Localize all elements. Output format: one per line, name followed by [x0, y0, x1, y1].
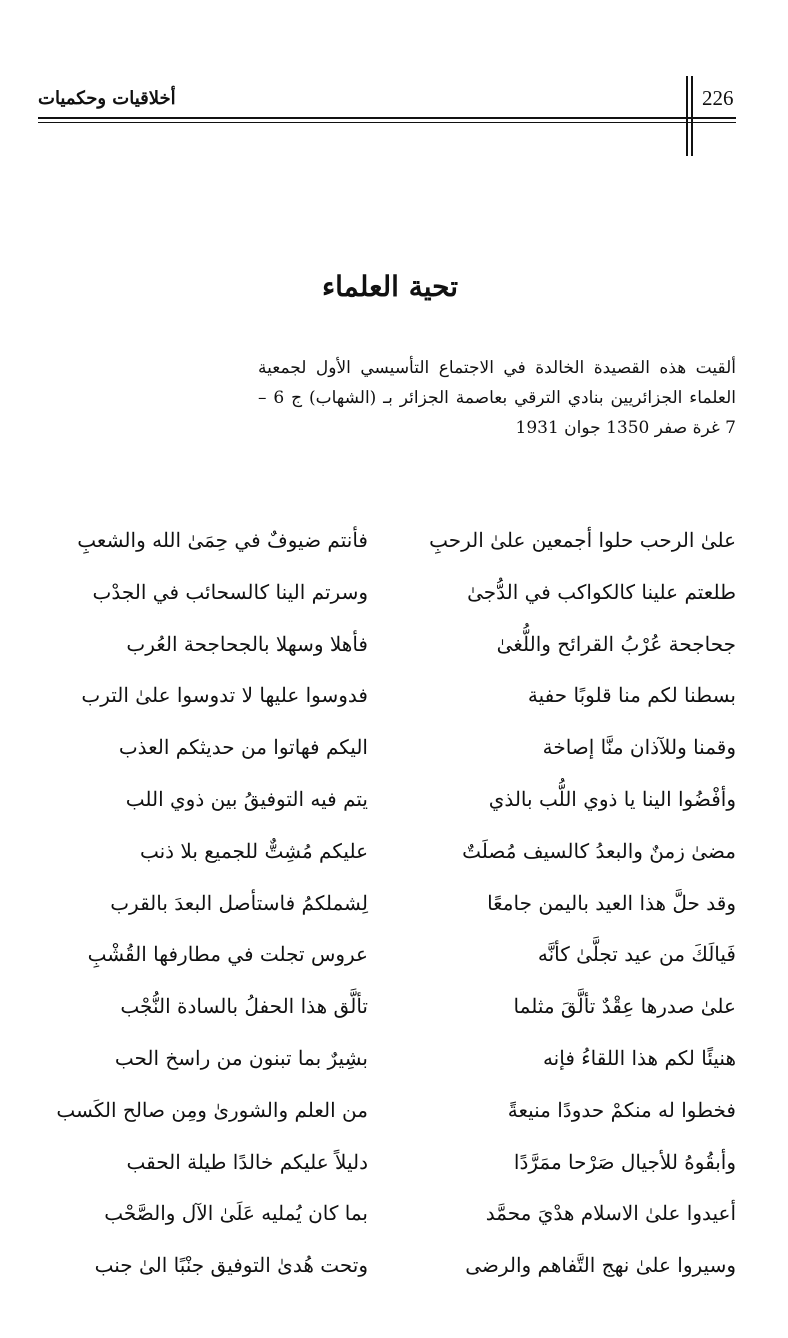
verse-line [0, 1038, 788, 1088]
verse-line [0, 624, 788, 674]
verse-second-hemistich: يتم فيه التوفيقُ بين ذوي اللب [125, 787, 368, 811]
verse-line [0, 831, 788, 881]
verse-second-hemistich: تألَّق هذا الحفلُ بالسادة النُّجْب [120, 994, 368, 1019]
verse-first-hemistich: وقد حلَّ هذا العيد باليمن جامعًا [487, 890, 736, 915]
poem-title: تحية العلماء [321, 270, 459, 303]
verse-second-hemistich: وتحت هُدىٰ التوفيق جنْبًا الىٰ جنب [94, 1253, 368, 1278]
verse-first-hemistich: فَيالَكَ من عيد تجلَّىٰ كأنَّه [537, 942, 736, 967]
verse-second-hemistich: لِشملكمُ فاستأصل البعدَ بالقرب [110, 890, 368, 915]
page-number: 226 [702, 86, 734, 110]
verse-second-hemistich: عليكم مُشِتٌّ للجميع بلا ذنب [139, 838, 368, 863]
verse-second-hemistich: عروس تجلت في مطارفها القُشْبِ [87, 942, 368, 967]
verse-first-hemistich: جحاجحة عُرْبُ القرائح واللُّغىٰ [496, 631, 736, 656]
verse-first-hemistich: مضىٰ زمنٌ والبعدُ كالسيف مُصلَتٌ [462, 838, 736, 863]
verse-line [0, 779, 788, 829]
verse-first-hemistich: وقمنا وللآذان منَّا إصاخة [542, 735, 736, 760]
verse-second-hemistich: وسرتم الينا كالسحائب في الجدْب [92, 579, 368, 604]
running-title: أخلاقيات وحكميات [38, 88, 176, 109]
header-rule-thin [38, 122, 736, 123]
verse-first-hemistich: وأبقُوهُ للأجيال صَرْحا ممَرَّدًا [513, 1149, 736, 1174]
verse-first-hemistich: بسطنا لكم منا قلوبًا حفية [527, 683, 736, 708]
verse-first-hemistich: أعيدوا علىٰ الاسلام هدْيَ محمَّد [485, 1201, 736, 1226]
verse-first-hemistich: فخطوا له منكمْ حدودًا منيعةً [507, 1097, 736, 1122]
header-vertical-bar [691, 76, 693, 156]
verse-first-hemistich: علىٰ الرحب حلوا أجمعين علىٰ الرحبِ [429, 528, 736, 552]
verse-first-hemistich: وسيروا علىٰ نهج التَّفاهم والرضى [465, 1253, 736, 1278]
verse-first-hemistich: طلعتم علينا كالكواكب في الدُّجىٰ [467, 579, 736, 604]
verse-line [0, 1245, 788, 1295]
verse-line [0, 1090, 788, 1140]
verse-line [0, 883, 788, 933]
verse-second-hemistich: دليلاً عليكم خالدًا طيلة الحقب [126, 1149, 368, 1174]
verse-line [0, 520, 788, 570]
verse-line [0, 1142, 788, 1192]
poem-intro [258, 353, 736, 443]
verse-line [0, 986, 788, 1036]
verse-first-hemistich: علىٰ صدرها عِقْدٌ تألَّقَ مثلما [513, 994, 736, 1019]
verse-line [0, 572, 788, 622]
verse-first-hemistich: وأفْضُوا الينا يا ذوي اللُّب بالذي [488, 787, 736, 811]
verse-line [0, 727, 788, 777]
verse-line [0, 934, 788, 984]
verse-second-hemistich: فدوسوا عليها لا تدوسوا علىٰ الترب [81, 683, 368, 708]
header-vertical-bar [686, 76, 688, 156]
header-rule [38, 117, 736, 119]
verse-first-hemistich: هنيئًا لكم هذا اللقاءُ فإنه [542, 1046, 736, 1070]
verse-second-hemistich: فأهلا وسهلا بالجحاجحة العُرب [126, 631, 368, 656]
verse-second-hemistich: بشِيرٌ بما تبنون من راسخ الحب [114, 1046, 368, 1070]
verse-second-hemistich: بما كان يُمليه عَلَىٰ الآل والصَّحْب [104, 1201, 368, 1226]
verse-line [0, 675, 788, 725]
intro-text: ألقيت هذه القصيدة الخالدة في الاجتماع التأسيسي الأول لجمعية العلماء الجزائريين بنادي الترقي بعاصمة الجزائر بـ (الشهاب) ج 6 – 7 غرة صفر 1350 جوان 1931 [258, 358, 736, 438]
verse-second-hemistich: اليكم فهاتوا من حديثكم العذب [118, 735, 368, 760]
verse-line [0, 1193, 788, 1243]
verse-second-hemistich: فأنتم ضيوفٌ في حِمَىٰ الله والشعبِ [77, 528, 368, 552]
verse-second-hemistich: من العلم والشورىٰ ومِن صالح الكَسب [56, 1097, 368, 1122]
